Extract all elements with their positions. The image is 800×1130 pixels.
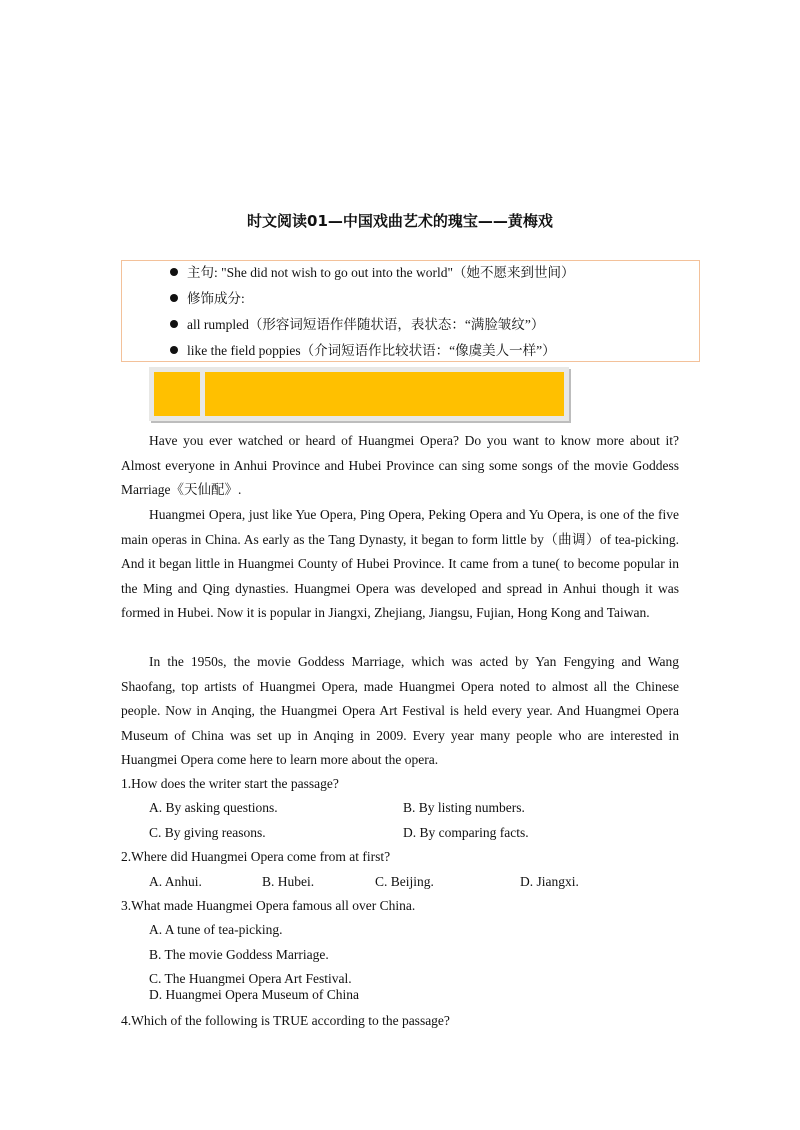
note-item (170, 339, 575, 365)
question-1-option-a: A. By asking questions. (149, 800, 278, 815)
note-text: 主句: "She did not wish to go out into the world"（她不愿来到世间） (187, 265, 575, 280)
note-text: 修饰成分: (187, 291, 245, 306)
note-text: all rumpled（形容词短语作伴随状语，表状态：“满脸皱纹”） (187, 317, 545, 332)
banner-block-left (154, 372, 200, 416)
question-1-option-c: C. By giving reasons. (149, 825, 266, 840)
question-3-option-b: B. The movie Goddess Marriage. (149, 947, 329, 962)
passage-paragraph-3 (121, 650, 679, 773)
passage-paragraph-1 (121, 429, 679, 503)
paragraph-text: Have you ever watched or heard of Huangmei Opera? Do you want to know more about it? Almost everyone in Anhui Province and Hubei Province can sing some songs of the movie Goddess Marriage《天仙配》. (121, 433, 679, 497)
bullet-icon (170, 268, 178, 276)
question-1-option-b: B. By listing numbers. (403, 800, 525, 815)
bullet-icon (170, 346, 178, 354)
question-3-option-d: D. Huangmei Opera Museum of China (149, 987, 359, 1002)
grammar-note-box (121, 260, 700, 362)
question-3-option-c: C. The Huangmei Opera Art Festival. (149, 971, 352, 986)
note-item (170, 287, 575, 313)
banner-block-right (205, 372, 564, 416)
question-1-option-d: D. By comparing facts. (403, 825, 529, 840)
bullet-icon (170, 294, 178, 302)
paragraph-text: Huangmei Opera, just like Yue Opera, Ping Opera, Peking Opera and Yu Opera, is one of the five main operas in China. As early as the Tang Dynasty, it began to form little by（曲调）of tea-picking. And it began little in Huangmei County of Hubei Province. It came from a tune( to become popular in the Ming and Qing dynasties. Huangmei Opera was developed and spread in Anhui though it was formed in Hubei. Now it is popular in Jiangxi, Zhejiang, Jiangsu, Fujian, Hong Kong and Taiwan. (121, 507, 679, 620)
note-item (170, 261, 575, 287)
question-2-option-c: C. Beijing. (375, 874, 434, 889)
question-2-stem: 2.Where did Huangmei Opera come from at first? (121, 849, 391, 864)
note-text: like the field poppies（介词短语作比较状语：“像虞美人一样”） (187, 343, 556, 358)
question-3-stem: 3.What made Huangmei Opera famous all over China. (121, 898, 416, 913)
question-2-option-a: A. Anhui. (149, 874, 202, 889)
passage-paragraph-2 (121, 503, 679, 626)
note-item (170, 313, 575, 339)
page-title: 时文阅读01—中国戏曲艺术的瑰宝——黄梅戏 (247, 212, 553, 230)
question-1-stem: 1.How does the writer start the passage? (121, 776, 339, 791)
bullet-icon (170, 320, 178, 328)
question-3-option-a: A. A tune of tea-picking. (149, 922, 283, 937)
paragraph-text: In the 1950s, the movie Goddess Marriage, which was acted by Yan Fengying and Wang Shaofang, top artists of Huangmei Opera, made Huangmei Opera noted to almost all the Chinese people. Now in Anqing, the Huangmei Opera Art Festival is held every year. And Huangmei Opera Museum of China was set up in Anqing in 2009. Every year many people who are interested in Huangmei Opera come here to learn more about the opera. (121, 654, 679, 767)
question-2-option-b: B. Hubei. (262, 874, 315, 889)
question-4-stem: 4.Which of the following is TRUE according to the passage? (121, 1013, 450, 1028)
question-2-option-d: D. Jiangxi. (520, 874, 579, 889)
note-list (170, 261, 575, 365)
decorative-banner (149, 367, 569, 421)
